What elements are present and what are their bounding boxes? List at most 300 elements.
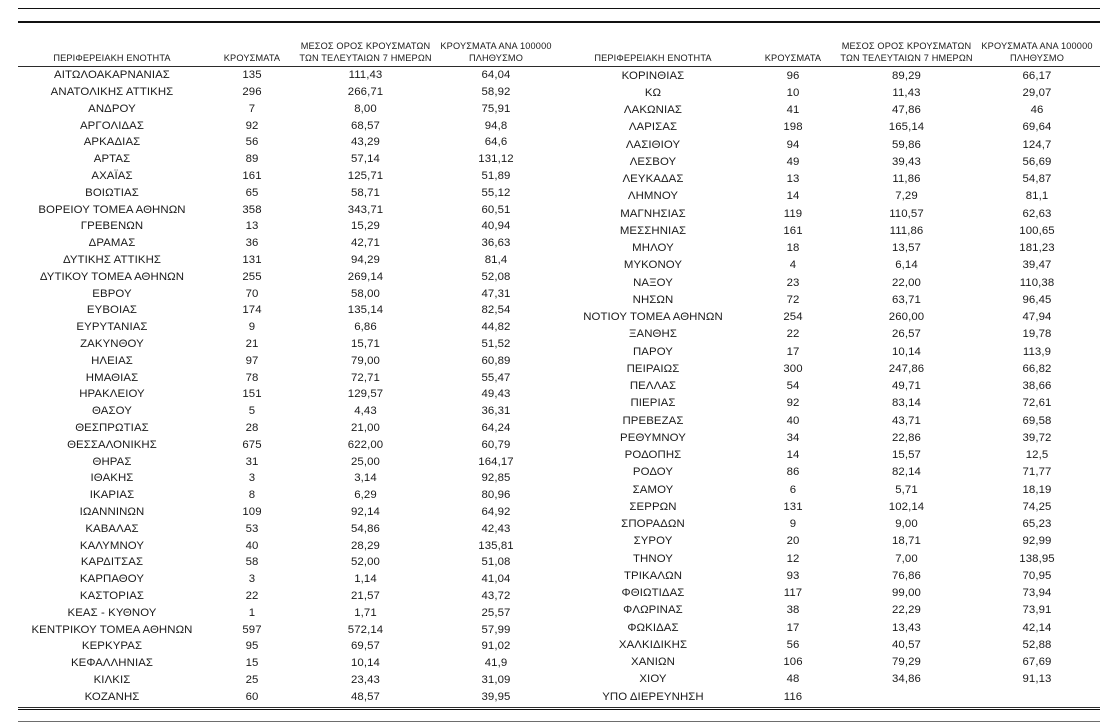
cell-name: ΔΥΤΙΚΗΣ ΑΤΤΙΚΗΣ [62, 254, 162, 267]
cell-cases: 9 [789, 518, 797, 530]
cell-name: ΣΠΟΡΑΔΩΝ [621, 518, 685, 530]
table-row [18, 672, 559, 689]
column-header-avg7 [298, 40, 433, 67]
cell-cases: 198 [783, 121, 803, 134]
cell-name: ΧΑΛΚΙΔΙΚΗΣ [618, 638, 688, 651]
cell-avg: 18,71 [891, 535, 921, 548]
cell-cases: 17 [786, 621, 800, 634]
cell-cases: 34 [786, 431, 800, 444]
table-row [559, 309, 1100, 326]
table-row [18, 134, 559, 151]
cell-avg: 43,29 [350, 136, 380, 149]
cell-rate: 51,52 [481, 338, 511, 351]
cell-name: ΠΕΛΛΑΣ [629, 380, 677, 392]
cell-cases: 92 [786, 397, 800, 410]
cell-name: ΣΑΜΟΥ [632, 483, 674, 496]
cell-cases: 56 [786, 638, 800, 651]
cell-rate: 164,17 [478, 455, 514, 468]
table-row [18, 185, 559, 202]
cell-rate: 94,8 [484, 119, 508, 132]
table-row [18, 101, 559, 118]
table-row [18, 504, 559, 521]
cell-name: ΚΑΡΔΙΤΣΑΣ [80, 556, 144, 569]
cell-avg: 48,57 [350, 690, 380, 703]
cell-avg: 102,14 [888, 500, 925, 513]
cell-rate: 49,43 [481, 388, 511, 401]
cell-avg: 10,14 [350, 657, 380, 670]
cell-name: ΛΕΣΒΟΥ [629, 155, 677, 168]
cell-name: ΥΠΟ ΔΙΕΡΕΥΝΗΣΗ [602, 690, 704, 703]
cell-avg: 26,57 [891, 328, 921, 341]
cell-cases: 116 [783, 690, 803, 703]
cell-name: ΛΑΚΩΝΙΑΣ [623, 104, 683, 116]
cell-name: ΠΙΕΡΙΑΣ [630, 397, 676, 410]
cell-name: ΕΥΒΟΙΑΣ [86, 304, 138, 317]
cell-cases: 5 [248, 405, 256, 418]
table-row [18, 655, 559, 672]
cell-avg: 82,14 [891, 466, 921, 479]
table-row [559, 430, 1100, 447]
column-header-region [559, 40, 747, 67]
cell-avg: 572,14 [347, 623, 384, 636]
cell-rate: 110,38 [1019, 276, 1055, 289]
cell-name: ΠΕΙΡΑΙΩΣ [626, 362, 680, 375]
cell-avg: 99,00 [891, 587, 921, 599]
cell-cases: 3 [248, 472, 256, 485]
table-row [18, 403, 559, 420]
table-row [559, 481, 1100, 498]
cell-cases: 119 [783, 207, 803, 220]
cell-cases: 94 [786, 138, 800, 151]
cell-rate: 38,66 [1022, 380, 1052, 392]
cell-rate [974, 688, 1100, 705]
table-row [18, 554, 559, 571]
cell-rate: 41,9 [484, 657, 508, 670]
cell-rate: 92,85 [481, 472, 511, 485]
table-row [559, 361, 1100, 378]
cell-rate: 51,08 [481, 556, 511, 569]
cell-name: ΑΙΤΩΛΟΑΚΑΡΝΑΝΙΑΣ [54, 69, 170, 82]
table-container [18, 40, 1100, 706]
cell-name: ΤΡΙΚΑΛΩΝ [623, 569, 683, 582]
cell-rate: 80,96 [481, 489, 511, 502]
cell-name: ΝΟΤΙΟΥ ΤΟΜΕΑ ΑΘΗΝΩΝ [583, 311, 723, 323]
cell-name: ΚΟΖΑΝΗΣ [84, 690, 140, 703]
cell-cases: 109 [242, 506, 262, 518]
cell-name: ΚΕΡΚΥΡΑΣ [81, 640, 143, 653]
cell-rate: 41,04 [481, 573, 511, 586]
cell-name: ΡΟΔΟΠΗΣ [624, 449, 682, 461]
regional-cases-table-right [559, 40, 1100, 706]
table-row [18, 605, 559, 622]
cell-avg: 247,86 [888, 362, 925, 375]
cell-avg: 58,00 [350, 287, 380, 300]
top-rule-group [18, 0, 1100, 23]
cell-name: ΒΟΡΕΙΟΥ ΤΟΜΕΑ ΑΘΗΝΩΝ [38, 203, 186, 216]
cell-avg: 22,86 [891, 431, 921, 444]
cell-cases: 4 [789, 259, 797, 272]
table-row [559, 550, 1100, 567]
cell-rate: 135,81 [478, 539, 514, 552]
cell-avg: 79,00 [350, 354, 380, 367]
cell-avg: 266,71 [347, 86, 384, 99]
cell-avg: 83,14 [891, 397, 921, 410]
cell-cases: 72 [786, 293, 800, 306]
table-row [18, 638, 559, 655]
cell-cases: 49 [786, 155, 800, 168]
table-row [559, 154, 1100, 171]
cell-avg: 68,57 [350, 119, 380, 132]
cell-cases: 78 [245, 371, 259, 384]
cell-avg: 135,14 [347, 304, 384, 317]
table-row [559, 85, 1100, 102]
cell-avg: 6,14 [895, 259, 918, 272]
cell-rate: 55,12 [481, 186, 511, 199]
cell-avg [839, 688, 974, 705]
table-row [559, 223, 1100, 240]
cell-name: ΤΗΝΟΥ [633, 552, 673, 565]
cell-avg: 7,29 [895, 190, 918, 203]
table-row [18, 151, 559, 168]
cell-name: ΦΛΩΡΙΝΑΣ [623, 604, 683, 617]
table-row [559, 619, 1100, 636]
cell-cases: 14 [786, 190, 800, 203]
table-row [559, 257, 1100, 274]
cell-cases: 597 [242, 623, 262, 636]
cell-avg: 69,57 [350, 640, 380, 653]
cell-cases: 54 [786, 380, 800, 392]
cell-avg: 129,57 [347, 388, 384, 401]
cell-cases: 117 [783, 587, 803, 599]
cell-rate: 29,07 [1022, 86, 1052, 99]
cell-cases: 60 [245, 690, 259, 703]
cell-avg: 42,71 [350, 237, 380, 250]
table-body-right [559, 67, 1100, 706]
cell-cases: 131 [783, 500, 803, 513]
cell-name: ΕΒΡΟΥ [92, 287, 132, 300]
cell-avg: 1,71 [354, 606, 377, 619]
cell-rate: 96,45 [1022, 293, 1052, 306]
cell-cases: 92 [245, 119, 259, 132]
table-row [559, 326, 1100, 343]
cell-name: ΣΕΡΡΩΝ [629, 500, 677, 513]
cell-name: ΡΕΘΥΜΝΟΥ [620, 431, 686, 444]
table-row [559, 464, 1100, 481]
cell-cases: 86 [786, 466, 800, 479]
column-header-rate-line2: ΠΛΗΘΥΣΜΟ [1009, 53, 1065, 64]
cell-rate: 138,95 [1019, 552, 1055, 565]
cell-name: ΑΡΤΑΣ [93, 153, 131, 166]
table-row [18, 336, 559, 353]
table-row [18, 386, 559, 403]
cell-avg: 111,43 [348, 69, 383, 82]
cell-rate: 72,61 [1022, 397, 1052, 410]
cell-rate: 51,89 [481, 170, 511, 183]
cell-rate: 52,08 [481, 270, 511, 283]
cell-avg: 23,43 [350, 673, 380, 686]
cell-rate: 39,47 [1022, 259, 1052, 272]
cell-rate: 40,94 [481, 220, 511, 233]
cell-name: ΘΗΡΑΣ [92, 455, 132, 468]
table-row [559, 602, 1100, 619]
table-row [559, 102, 1100, 119]
cell-rate: 91,13 [1022, 673, 1052, 686]
cell-cases: 40 [786, 414, 800, 427]
cell-rate: 69,64 [1022, 121, 1052, 134]
cell-rate: 25,57 [481, 606, 511, 619]
cell-avg: 28,29 [350, 539, 380, 552]
cell-name: ΠΡΕΒΕΖΑΣ [622, 414, 684, 427]
cell-rate: 74,25 [1022, 500, 1052, 513]
table-row [559, 205, 1100, 222]
cell-name: ΑΧΑΪΑΣ [91, 170, 133, 183]
cell-avg: 15,57 [891, 449, 921, 461]
column-header-region-label: ΠΕΡΙΦΕΡΕΙΑΚΗ ΕΝΟΤΗΤΑ [53, 53, 171, 64]
cell-avg: 8,00 [354, 102, 377, 115]
cell-name: ΧΙΟΥ [639, 673, 667, 686]
cell-name: ΗΡΑΚΛΕΙΟΥ [79, 388, 145, 401]
top-rule-2 [18, 21, 1100, 23]
cell-rate: 55,47 [481, 371, 511, 384]
cell-rate: 60,51 [481, 203, 511, 216]
cell-rate: 39,72 [1022, 431, 1052, 444]
column-header-cases-label: ΚΡΟΥΣΜΑΤΑ [223, 53, 281, 64]
cell-name: ΜΗΛΟΥ [632, 242, 674, 254]
cell-cases: 38 [786, 604, 800, 617]
cell-name: ΚΕΦΑΛΛΗΝΙΑΣ [70, 657, 154, 670]
cell-cases: 13 [245, 220, 259, 233]
cell-rate: 47,31 [481, 287, 511, 300]
cell-avg: 110,57 [889, 207, 924, 220]
cell-avg: 111,86 [889, 224, 924, 237]
table-row [18, 319, 559, 336]
cell-rate: 60,79 [481, 438, 511, 451]
cell-cases: 161 [242, 170, 262, 183]
cell-rate: 69,58 [1022, 414, 1052, 427]
cell-rate: 47,94 [1022, 311, 1052, 323]
cell-avg: 7,00 [895, 552, 918, 565]
table-row [559, 516, 1100, 533]
cell-cases: 7 [248, 102, 256, 115]
cell-name: ΣΥΡΟΥ [633, 535, 673, 548]
cell-avg: 3,14 [354, 472, 377, 485]
cell-avg: 52,00 [350, 556, 380, 569]
column-header-rate-line2: ΠΛΗΘΥΣΜΟ [468, 53, 524, 64]
cell-rate: 113,9 [1022, 345, 1052, 358]
cell-cases: 70 [245, 287, 259, 300]
cell-rate: 81,4 [484, 254, 508, 267]
cell-rate: 44,82 [481, 321, 511, 334]
cell-name: ΛΕΥΚΑΔΑΣ [622, 173, 684, 185]
cell-avg: 125,71 [347, 170, 384, 183]
cell-cases: 96 [786, 69, 800, 82]
cell-avg: 15,71 [350, 338, 380, 351]
table-row [18, 202, 559, 219]
table-row [18, 235, 559, 252]
cell-name: ΙΘΑΚΗΣ [90, 472, 134, 485]
table-row [559, 378, 1100, 395]
cell-rate: 19,78 [1022, 328, 1052, 341]
cell-rate: 92,99 [1022, 535, 1052, 548]
cell-avg: 13,57 [891, 242, 921, 254]
cell-rate: 43,72 [481, 589, 511, 602]
column-header-region-label: ΠΕΡΙΦΕΡΕΙΑΚΗ ΕΝΟΤΗΤΑ [594, 53, 712, 64]
cell-avg: 58,71 [350, 186, 380, 199]
table-row [18, 538, 559, 555]
cell-avg: 54,86 [350, 522, 380, 535]
cell-cases: 9 [248, 321, 256, 334]
table-row [18, 420, 559, 437]
cell-name: ΑΡΚΑΔΙΑΣ [83, 136, 141, 149]
cell-cases: 20 [786, 535, 800, 548]
table-row [18, 370, 559, 387]
cell-name: ΦΘΙΩΤΙΔΑΣ [621, 587, 685, 599]
table-row [559, 585, 1100, 602]
cell-rate: 64,04 [481, 69, 511, 82]
table-row [18, 168, 559, 185]
cell-avg: 165,14 [888, 121, 925, 134]
cell-rate: 62,63 [1022, 207, 1052, 220]
cell-rate: 18,19 [1022, 483, 1052, 496]
column-header-rate [974, 40, 1100, 67]
cell-avg: 59,86 [891, 138, 921, 151]
cell-avg: 72,71 [350, 371, 380, 384]
cell-cases: 58 [245, 556, 259, 569]
cell-rate: 71,77 [1022, 466, 1052, 479]
cell-rate: 181,23 [1019, 242, 1055, 254]
cell-rate: 42,14 [1022, 621, 1052, 634]
cell-name: ΘΑΣΟΥ [92, 405, 132, 418]
cell-name: ΚΩ [644, 86, 662, 99]
cell-cases: 12 [786, 552, 800, 565]
cell-cases: 22 [245, 589, 259, 602]
cell-avg: 92,14 [350, 506, 380, 518]
cell-rate: 64,92 [481, 506, 511, 518]
column-header-rate-line1: ΚΡΟΥΣΜΑΤΑ ΑΝΑ 100000 [981, 41, 1093, 51]
cell-name: ΚΑΒΑΛΑΣ [85, 522, 139, 535]
cell-name: ΚΕΝΤΡΙΚΟΥ ΤΟΜΕΑ ΑΘΗΝΩΝ [31, 623, 193, 636]
column-header-rate [433, 40, 559, 67]
cell-name: ΑΝΑΤΟΛΙΚΗΣ ΑΤΤΙΚΗΣ [50, 86, 174, 99]
cell-cases: 135 [242, 69, 262, 82]
table-header-row [559, 40, 1100, 67]
cell-avg: 22,29 [891, 604, 921, 617]
cell-avg: 269,14 [347, 270, 384, 283]
column-header-region [18, 40, 206, 67]
cell-name: ΠΑΡΟΥ [632, 345, 673, 358]
cell-avg: 43,71 [891, 414, 921, 427]
cell-name: ΡΟΔΟΥ [632, 466, 674, 479]
table-row [559, 412, 1100, 429]
cell-cases: 31 [245, 455, 259, 468]
cell-cases: 161 [783, 224, 803, 237]
cell-avg: 6,29 [354, 489, 377, 502]
cell-cases: 21 [245, 338, 259, 351]
cell-cases: 6 [789, 483, 797, 496]
top-rule-1 [18, 8, 1100, 9]
cell-cases: 17 [786, 345, 800, 358]
cell-cases: 10 [786, 86, 800, 99]
cell-name: ΝΗΣΩΝ [632, 293, 674, 306]
cell-avg: 49,71 [891, 380, 921, 392]
cell-name: ΝΑΞΟΥ [633, 276, 673, 289]
cell-avg: 15,29 [350, 220, 380, 233]
cell-cases: 3 [248, 573, 256, 586]
table-row [18, 521, 559, 538]
cell-name: ΧΑΝΙΩΝ [631, 656, 675, 668]
table-row [18, 487, 559, 504]
cell-avg: 6,86 [354, 321, 377, 334]
column-header-cases-label: ΚΡΟΥΣΜΑΤΑ [764, 53, 822, 64]
cell-name: ΑΝΔΡΟΥ [88, 102, 136, 115]
cell-name: ΚΑΡΠΑΘΟΥ [79, 573, 145, 586]
cell-rate: 73,91 [1022, 604, 1052, 617]
cell-cases: 296 [242, 86, 262, 99]
column-header-cases [206, 40, 298, 67]
cell-cases: 48 [786, 673, 800, 686]
cell-cases: 131 [242, 254, 262, 267]
cell-rate: 91,02 [481, 640, 511, 653]
cell-rate: 75,91 [481, 102, 511, 115]
cell-cases: 53 [245, 522, 259, 535]
cell-name: ΦΩΚΙΔΑΣ [627, 621, 679, 634]
cell-name: ΜΥΚΟΝΟΥ [623, 259, 683, 272]
table-row [559, 395, 1100, 412]
table-row [559, 447, 1100, 464]
cell-name: ΗΜΑΘΙΑΣ [85, 371, 139, 384]
cell-rate: 46 [1030, 104, 1044, 116]
cell-avg: 1,14 [354, 573, 377, 586]
table-header-row [18, 40, 559, 67]
cell-name: ΛΑΡΙΣΑΣ [628, 121, 678, 134]
cell-name: ΔΡΑΜΑΣ [88, 237, 136, 250]
cell-avg: 622,00 [347, 438, 384, 451]
cell-avg: 10,14 [891, 345, 921, 358]
table-row [18, 689, 559, 706]
cell-name: ΔΥΤΙΚΟΥ ΤΟΜΕΑ ΑΘΗΝΩΝ [39, 270, 185, 283]
cell-avg: 21,57 [350, 589, 380, 602]
cell-rate: 39,95 [481, 690, 511, 703]
table-row [18, 269, 559, 286]
cell-avg: 13,43 [891, 621, 921, 634]
cell-avg: 9,00 [895, 518, 918, 530]
table-row [559, 240, 1100, 257]
column-header-avg7-line2: ΤΩΝ ΤΕΛΕΥΤΑΙΩΝ 7 ΗΜΕΡΩΝ [299, 53, 432, 64]
cell-rate: 56,69 [1022, 155, 1052, 168]
cell-rate: 57,99 [481, 623, 511, 636]
table-row [559, 171, 1100, 188]
column-header-avg7-line2: ΤΩΝ ΤΕΛΕΥΤΑΙΩΝ 7 ΗΜΕΡΩΝ [840, 53, 973, 64]
cell-rate: 58,92 [481, 86, 511, 99]
cell-cases: 95 [245, 640, 259, 653]
cell-name: ΞΑΝΘΗΣ [629, 328, 677, 341]
cell-name: ΚΑΛΥΜΝΟΥ [79, 539, 145, 552]
cell-rate: 70,95 [1022, 569, 1052, 582]
column-header-cases [747, 40, 839, 67]
cell-avg: 34,86 [891, 673, 921, 686]
cell-cases: 97 [245, 354, 259, 367]
cell-avg: 47,86 [891, 104, 921, 116]
cell-cases: 41 [786, 104, 800, 116]
cell-rate: 42,43 [481, 522, 511, 535]
column-header-rate-line1: ΚΡΟΥΣΜΑΤΑ ΑΝΑ 100000 [440, 41, 552, 51]
cell-avg: 63,71 [891, 293, 921, 306]
cell-rate: 52,88 [1022, 638, 1052, 651]
cell-avg: 76,86 [891, 569, 921, 582]
cell-rate: 66,82 [1022, 362, 1052, 375]
cell-avg: 25,00 [350, 455, 380, 468]
cell-cases: 65 [245, 186, 259, 199]
